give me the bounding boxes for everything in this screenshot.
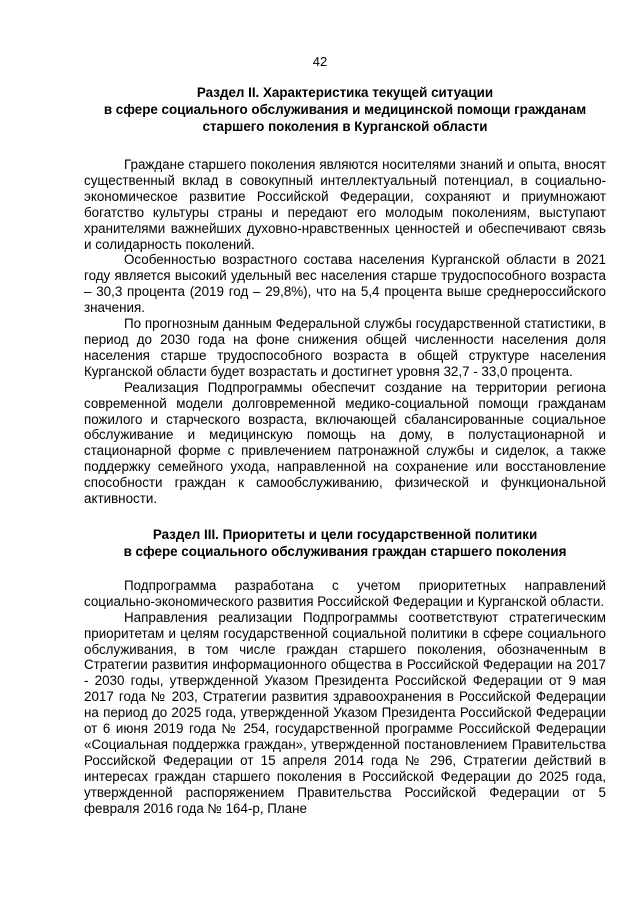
section-3-paragraph-1: Подпрограмма разработана с учетом приоритетных направлений социально-экономического развития Российской Федерации и Курганской области. xyxy=(84,577,606,609)
section-3-heading xyxy=(84,526,606,560)
section-2-heading-line-2: в сфере социального обслуживания и медицинской помощи гражданам xyxy=(103,102,587,117)
section-3-heading-line-2: в сфере социального обслуживания граждан старшего поколения xyxy=(123,543,567,559)
section-3-body xyxy=(84,578,606,817)
section-2-paragraph-4: Реализация Подпрограммы обеспечит создание на территории региона современной модели долговременной медико-социальной помощи гражданам пожилого и старческого возраста, включающей сбалансированные социальное обслуживание и медицинскую помощь на дому, в полустационарной и стационарной форме с привлечением патронажной службы и сиделок, а также поддержку семейного ухода, направленной на сохранение или восстановление способности граждан к самообслуживанию, физической и функциональной активности. xyxy=(84,379,606,507)
section-2-heading-line-3: старшего поколения в Курганской области xyxy=(202,119,488,134)
section-2-heading-line-1: Раздел II. Характеристика текущей ситуации xyxy=(196,85,494,100)
section-2-paragraph-3: По прогнозным данным Федеральной службы государственной статистики, в период до 2030 года на фоне снижения общей численности населения доля населения старше трудоспособного возраста в общей структуре населения Курганской области будет возрастать и достигнет уровня 32,7 - 33,0 процента. xyxy=(84,316,606,379)
section-2-heading xyxy=(84,84,606,135)
section-3-paragraph-2: Направления реализации Подпрограммы соответствуют стратегическим приоритетам и целям государственной социальной политики в сфере социального обслуживания, в том числе граждан старшего поколения, обозначенным в Стратегии развития информационного общества в Российской Федерации на 2017 - 2030 годы, утвержденной Указом Президента Российской Федерации от 9 мая 2017 года № 203, Стратегии развития здравоохранения в Российской Федерации на период до 2025 года, утвержденной Указом Президента Российской Федерации от 6 июня 2019 года № 254, государственной программе Российской Федерации «Социальная поддержка граждан», утвержденной постановлением Правительства Российской Федерации от 15 апреля 2014 года № 296, Стратегии действий в интересах граждан старшего поколения в Российской Федерации до 2025 года, утвержденной распоряжением Правительства Российской Федерации от 5 февраля 2016 года № 164-р, Плане xyxy=(84,609,606,816)
section-3-heading-line-1: Раздел III. Приоритеты и цели государственной политики xyxy=(152,526,538,542)
page-number: 42 xyxy=(312,54,328,69)
section-2-body xyxy=(84,157,606,507)
section-2-paragraph-2: Особенностью возрастного состава населения Курганской области в 2021 году является высокий удельный вес населения старше трудоспособного возраста – 30,3 процента (2019 год – 29,8%), что на 5,4 процента выше среднероссийского значения. xyxy=(84,252,606,316)
section-2-paragraph-1: Граждане старшего поколения являются носителями знаний и опыта, вносят существенный вклад в совокупный интеллектуальный потенциал, в социально-экономическое развитие Российской Федерации, сохраняют и приумножают богатство культуры страны и передают его молодым поколениям, выступают хранителями важнейших духовно-нравственных ценностей и обеспечивают связь и солидарность поколений. xyxy=(84,157,606,252)
